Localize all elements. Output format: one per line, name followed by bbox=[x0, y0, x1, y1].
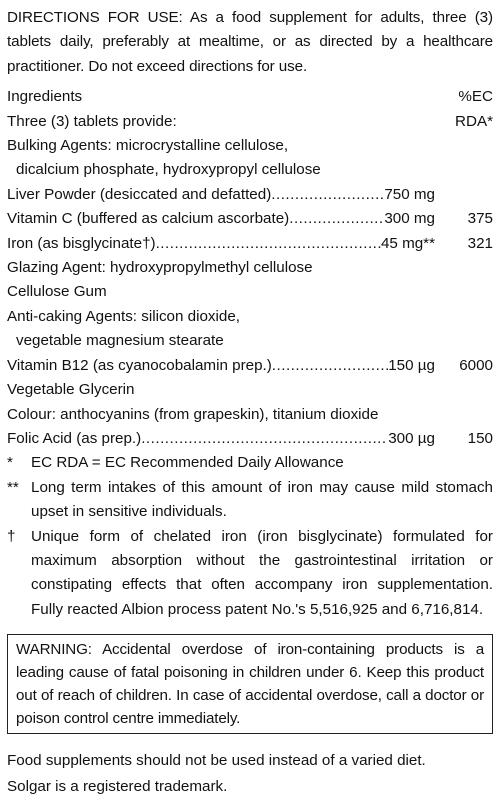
ingredient-name: Liver Powder (desiccated and defatted) bbox=[7, 185, 272, 203]
ingredient-row-iron bbox=[7, 232, 493, 256]
footnote-rda bbox=[7, 451, 493, 475]
ingredient-row-liver bbox=[7, 183, 493, 207]
ingredient-row-vitamin-c bbox=[7, 207, 493, 231]
vegetable-glycerin: Vegetable Glycerin bbox=[7, 381, 135, 399]
ingredient-name: Folic Acid (as prep.) bbox=[7, 429, 142, 447]
footnote-mark: † bbox=[7, 527, 16, 545]
ingredient-name: Vitamin B12 (as cyanocobalamin prep.) bbox=[7, 356, 272, 374]
bulking-agents-line2: dicalcium phosphate, hydroxypropyl cellulose bbox=[16, 161, 321, 179]
ingredients-heading: Ingredients bbox=[7, 88, 83, 106]
leader-dots bbox=[141, 427, 388, 451]
anti-caking-line1: Anti-caking Agents: silicon dioxide, bbox=[7, 307, 241, 325]
bulking-agents-line1: Bulking Agents: microcrystalline cellulose, bbox=[7, 137, 289, 155]
footnote-iron bbox=[7, 476, 493, 525]
ec-heading: %EC bbox=[458, 88, 493, 106]
glazing-agent: Glazing Agent: hydroxypropylmethyl cellulose bbox=[7, 259, 313, 277]
leader-dots bbox=[271, 183, 384, 207]
leader-dots bbox=[156, 232, 381, 256]
cellulose-gum: Cellulose Gum bbox=[7, 283, 107, 301]
footnote-mark: * bbox=[7, 454, 13, 472]
rda-heading: RDA* bbox=[455, 112, 493, 130]
ingredient-rda: 321 bbox=[467, 234, 493, 252]
provide-header bbox=[7, 110, 493, 134]
footnote-mark: ** bbox=[7, 478, 19, 496]
ingredient-amount: 45 mg** bbox=[380, 234, 435, 252]
directions-for-use: DIRECTIONS FOR USE: As a food supplement for adults, three (3) tablets daily, preferably at mealtime, or as directed by a healthcare practitioner. Do not exceed directions for use. bbox=[7, 9, 493, 75]
footnote-text: Long term intakes of this amount of iron may cause mild stomach upset in sensitive individuals. bbox=[31, 478, 493, 521]
footer bbox=[7, 748, 493, 800]
footer-line-trademark: Solgar is a registered trademark. bbox=[7, 778, 228, 796]
footnote-text: Unique form of chelated iron (iron bisglycinate) formulated for maximum absorption without the gastrointestinal irritation or constipating effects that often accompany iron supplementation. Fully reacted Albion process patent No.'s 5,516,925 and 6,716,814. bbox=[31, 527, 493, 618]
ingredient-row-folic-acid bbox=[7, 427, 493, 451]
provide-heading: Three (3) tablets provide: bbox=[7, 112, 177, 130]
colour-line: Colour: anthocyanins (from grapeskin), titanium dioxide bbox=[7, 405, 379, 423]
ingredient-amount: 300 mg bbox=[384, 210, 435, 228]
ingredient-amount: 150 µg bbox=[388, 356, 435, 374]
ingredient-row-vitamin-b12 bbox=[7, 354, 493, 378]
ingredient-rda: 6000 bbox=[459, 356, 493, 374]
anti-caking-line2: vegetable magnesium stearate bbox=[16, 332, 224, 350]
ingredient-rda: 150 bbox=[467, 429, 493, 447]
footer-line-varied-diet: Food supplements should not be used instead of a varied diet. bbox=[7, 752, 426, 770]
footnote-chelated-iron bbox=[7, 525, 493, 623]
leader-dots bbox=[289, 207, 384, 231]
leader-dots bbox=[272, 354, 388, 378]
ingredient-name: Vitamin C (buffered as calcium ascorbate) bbox=[7, 210, 290, 228]
ingredient-name: Iron (as bisglycinate†) bbox=[7, 234, 156, 252]
warning-box: WARNING: Accidental overdose of iron-containing products is a leading cause of fatal poisoning in children under 6. Keep this product out of reach of children. In case of accidental overdose, call a doctor or poison control centre immediately. bbox=[7, 634, 493, 734]
ingredient-amount: 300 µg bbox=[388, 429, 435, 447]
footnote-text: EC RDA = EC Recommended Daily Allowance bbox=[31, 454, 344, 472]
ingredients-header bbox=[7, 85, 493, 109]
ingredient-amount: 750 mg bbox=[384, 185, 435, 203]
ingredient-rda: 375 bbox=[467, 210, 493, 228]
